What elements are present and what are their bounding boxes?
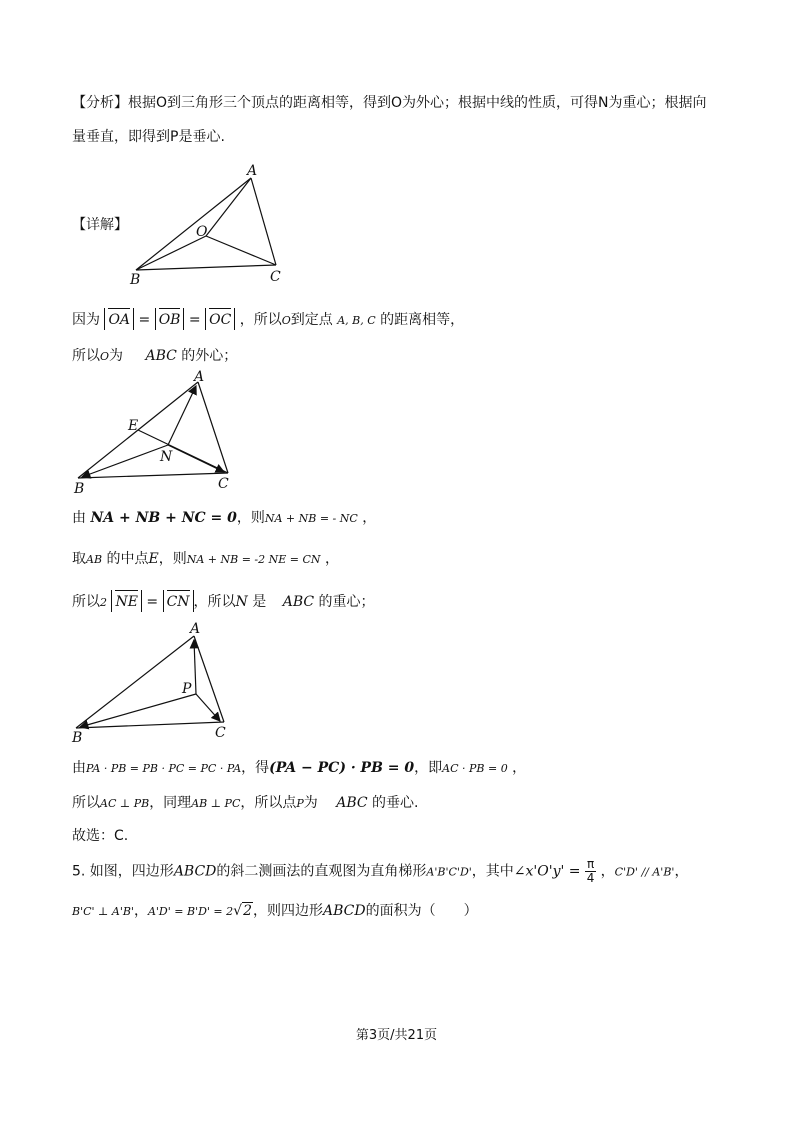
label-o: O [196, 224, 208, 240]
vec-oc: OC [209, 308, 231, 330]
vector-pc [196, 694, 220, 721]
perpendicular-equation: AC · PB = 0 [442, 762, 508, 775]
points-abc: A, B, C [337, 314, 376, 327]
sentence-2: 所以O为 ABC 的外心； [72, 348, 238, 364]
label-a: A [194, 369, 205, 385]
triangle-abc-3: ABC [336, 795, 368, 811]
label-c: C [270, 269, 281, 285]
vector-pa [194, 640, 196, 694]
segment-bc [76, 722, 224, 728]
analysis-text-1: 根据O到三角形三个顶点的距离相等，得到O为外心；根据中线的性质，可得N为重心；根据向 [128, 95, 707, 111]
dot-product-zero: (PA − PC) · PB = 0 [269, 760, 415, 776]
page-footer: 第3页/共21页 [355, 1028, 438, 1043]
label-b: B [130, 272, 141, 288]
label-b: B [74, 481, 85, 497]
problem-5-line-2: B'C' ⊥ A'B'，A'D' = B'D' = 2√2，则四边形ABCD的面积为（ ） [72, 903, 478, 919]
sentence-4: 取AB 的中点E，则NA + NB = -2 NE = CN ， [72, 551, 339, 567]
label-a: A [247, 163, 258, 179]
label-p: P [182, 681, 192, 697]
segment-ba [76, 636, 194, 728]
vec-oa: OA [108, 308, 130, 330]
dot-product-equation: PA · PB = PB · PC = PC · PA [86, 762, 242, 775]
label-a: A [190, 621, 201, 637]
analysis-text-2: 量垂直，即得到P是垂心. [72, 129, 225, 145]
sentence-5: 所以2 NE = CN ，所以N 是 ABC 的重心； [72, 590, 375, 613]
label-n: N [160, 449, 173, 465]
sentence-6: 由PA · PB = PB · PC = PC · PA，得(PA − PC) · PB = 0，即AC · PB = 0 ， [72, 760, 527, 776]
label-c: C [215, 725, 226, 741]
vector-sum-equation: NA + NB + NC = 0 [90, 510, 237, 526]
answer: 故选：C. [72, 828, 129, 844]
sentence-7: 所以AC ⊥ PB，同理AB ⊥ PC，所以点P为 ABC 的垂心. [72, 795, 419, 811]
problem-5-line-1: 5. 如图，四边形ABCD的斜二测画法的直观图为直角梯形A'B'C'D'，其中∠x'O'y' = $\frac{\pi}{4}$ ，C'D' // A'B'， [72, 857, 689, 885]
sentence-3: 由 NA + NB + NC = 0，则NA + NB = - NC ， [72, 510, 377, 526]
vector-equation-2: NA + NB = - NC [264, 512, 358, 525]
label-b: B [72, 730, 83, 746]
analysis-tag: 【分析】 [72, 95, 128, 111]
sentence-1: 因为 OA = OB = OC ，所以O到定点 A, B, C 的距离相等， [72, 308, 464, 331]
vec-cn: CN [167, 590, 190, 612]
vec-ob: OB [159, 308, 181, 330]
vector-pb [80, 694, 196, 727]
label-e: E [128, 418, 139, 434]
pi-over-4: $\frac{\pi}{4}$ [586, 857, 595, 885]
vec-ne: NE [115, 590, 137, 612]
triangle-abc-1: ABC [145, 348, 177, 364]
label-c: C [218, 476, 229, 492]
detail-tag: 【详解】 [72, 217, 128, 233]
triangle-abc-2: ABC [282, 594, 315, 610]
midpoint-equation: NA + NB = -2 NE = CN [186, 553, 321, 566]
